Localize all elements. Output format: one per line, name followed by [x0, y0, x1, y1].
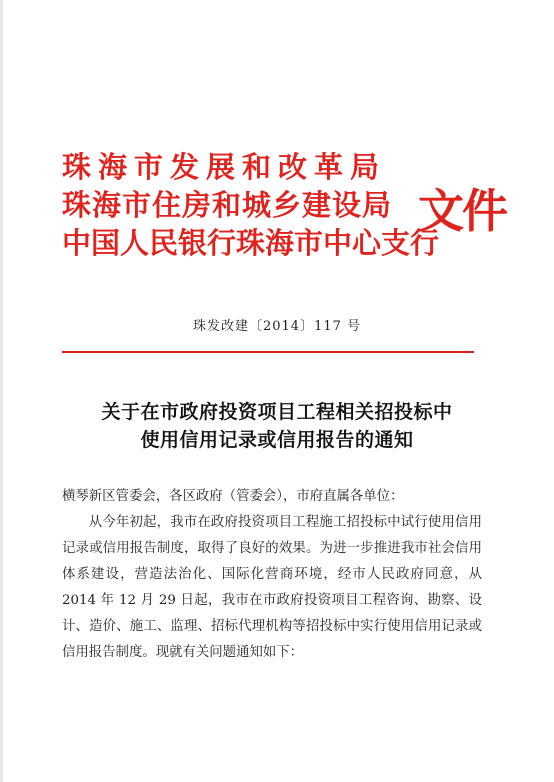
issuer-peoples-bank-branch: 中国人民银行珠海市中心支行 — [62, 226, 440, 260]
issuer-block — [62, 148, 440, 262]
document-number: 珠发改建〔2014〕117 号 — [192, 319, 362, 334]
red-divider — [62, 351, 474, 353]
document-word: 文件 — [418, 184, 506, 238]
issuer-housing-construction-bureau: 珠海市住房和城乡建设局 — [62, 188, 393, 222]
document-body — [62, 484, 482, 666]
title-line-2: 使用信用记录或信用报告的通知 — [140, 429, 414, 451]
document-title — [0, 398, 554, 454]
body-paragraph: 从今年初起，我市在政府投资项目工程施工招投标中试行使用信用记录或信用报告制度，取得了良好的效果。为进一步推进我市社会信用体系建设，营造法治化、国际化营商环境，经市人民政府同意，从 2014 年 12 月 29 日起，我市在市政府投资项目工程咨询、勘察、设计、造价、施工、监理、招标代理机构等招投标中实行使用信用记录或信用报告制度。现就有关问题通知如下： — [62, 515, 482, 660]
salutation: 横琴新区管委会，各区政府（管委会），市府直属各单位： — [62, 489, 404, 504]
scan-edge — [0, 0, 3, 782]
issuer-development-reform-bureau: 珠海市发展和改革局 — [62, 150, 387, 184]
title-line-1: 关于在市政府投资项目工程相关招投标中 — [101, 401, 453, 423]
